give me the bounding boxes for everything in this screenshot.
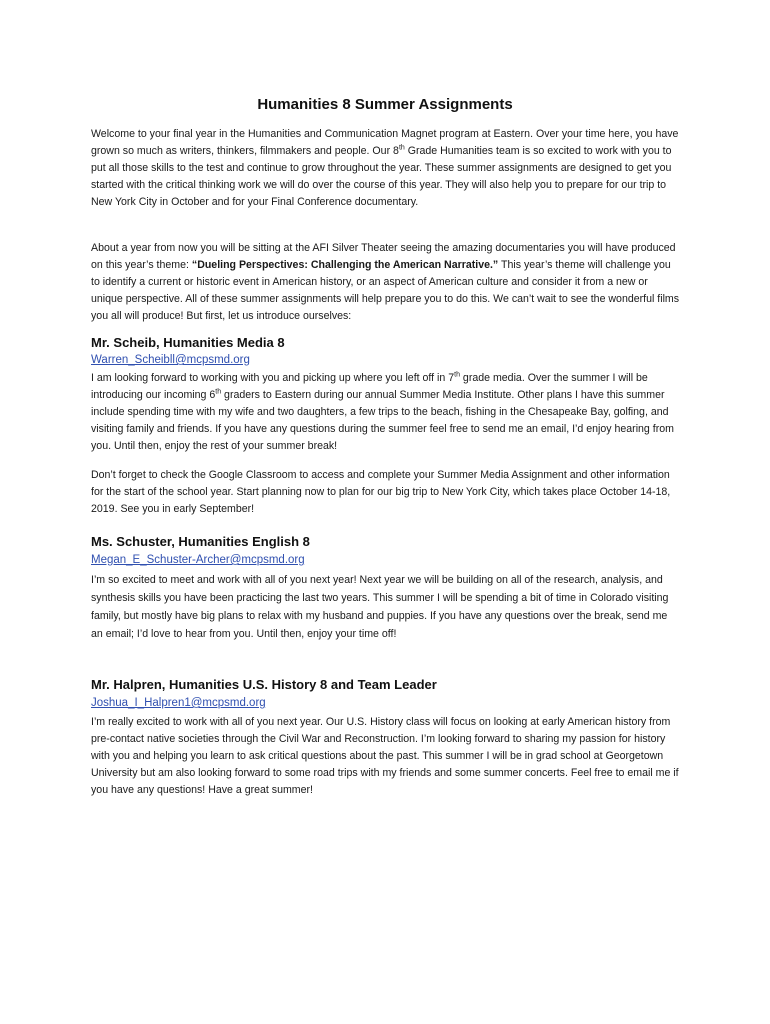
schuster-paragraph-1: I’m so excited to meet and work with all of you next year! Next year we will be building on all of the research, analysis, and synthesis skills you have been practicing the last two years. This summer I will be spending a bit of time in Colorado visiting family, but mostly have big plans to relax with my husband and puppies. If you have any questions over the break, send me an email; I’d love to hear from you. Until then, enjoy your time off! — [91, 574, 669, 640]
scheib-email-link[interactable]: Warren_Scheibll@mcpsmd.org — [91, 354, 250, 366]
halpren-email-link[interactable]: Joshua_I_Halpren1@mcpsmd.org — [91, 697, 266, 709]
schuster-heading: Ms. Schuster, Humanities English 8 — [91, 534, 310, 549]
scheib-paragraph-2: Don’t forget to check the Google Classroom to access and complete your Summer Media Assignment and other information for the start of the school year. Start planning now to plan for our big trip to New York City, which takes place October 14-18, 2019. See you in early September! — [91, 469, 671, 515]
scheib-paragraph-1: I am looking forward to working with you and picking up where you left off in 7th grade media. Over the summer I will be introducing our incoming 6th graders to Eastern during our annual Summer Media Institute. Other plans I have this summer include spending time with my wife and two daughters, a few trips to the beach, fishing in the Chesapeake Bay, golfing, and visiting family and friends. If you have any questions during the summer feel free to send me an email, I’d enjoy hearing from you. Until then, enjoy the rest of your summer break! — [91, 371, 674, 452]
schuster-email-link[interactable]: Megan_E_Schuster-Archer@mcpsmd.org — [91, 554, 305, 566]
theme-text: “Dueling Perspectives: Challenging the American Narrative.” — [191, 259, 499, 271]
halpren-paragraph-1: I’m really excited to work with all of you next year. Our U.S. History class will focus on looking at early American history from pre-contact native societies through the Civil War and Reconstruction. I’m looking forward to sharing my passion for history with you and helping you learn to ask critical questions about the past. This summer I will be in grad school at Georgetown University but am also looking forward to some road trips with my friends and some summer concerts. Feel free to email me if you have any questions! Have a great summer! — [91, 716, 679, 796]
scheib-heading: Mr. Scheib, Humanities Media 8 — [91, 335, 285, 350]
document-title: Humanities 8 Summer Assignments — [257, 96, 513, 113]
intro-paragraph-1: Welcome to your final year in the Humanities and Communication Magnet program at Eastern. Over your time here, you have grown so much as writers, thinkers, filmmakers and people. Our 8th Grade Humanities team is so excited to work with you to put all those skills to the test and continue to grow throughout the year. These summer assignments are designed to get you started with the critical thinking work we will do over the course of this year. They will also help you to prepare for our trip to New York City in October and for your Final Conference documentary. — [91, 128, 679, 208]
halpren-heading: Mr. Halpren, Humanities U.S. History 8 and Team Leader — [91, 677, 437, 692]
intro-paragraph-2: About a year from now you will be sitting at the AFI Silver Theater seeing the amazing documentaries you will have produced on this year’s theme: “Dueling Perspectives: Challenging the American Narrative.” This year’s theme will challenge you to identify a current or historic event in American history, or an aspect of American culture and consider it from a new or unique perspective. All of these summer assignments will help prepare you to do this. We can’t wait to see the wonderful films you all will produce! But first, let us introduce ourselves: — [91, 242, 680, 322]
